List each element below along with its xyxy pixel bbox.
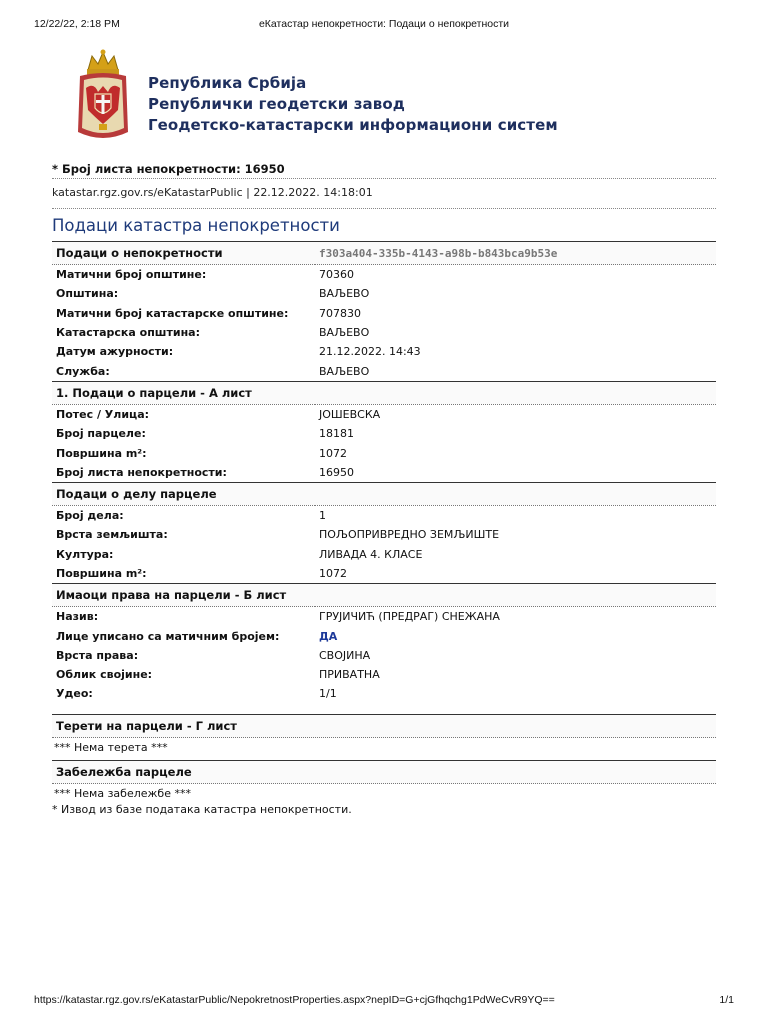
row-label: Површина m²: (56, 567, 147, 580)
table-row (52, 404, 716, 424)
property-table (52, 241, 716, 704)
page-count: 1/1 (719, 994, 734, 1006)
burdens-section (52, 714, 716, 754)
table-row (52, 265, 716, 285)
table-row (52, 342, 716, 361)
table-row (52, 607, 716, 627)
row-value: ПРИВАТНА (319, 668, 380, 682)
property-id: f303a404-335b-4143-a98b-b843bca9b53e (315, 242, 716, 265)
row-label: Култура: (56, 547, 114, 561)
owners-header: Имаоци права на парцели - Б лист (52, 584, 716, 607)
property-header-row (52, 242, 716, 265)
table-row (52, 545, 716, 564)
sheet-number: * Број листа непокретности: 16950 (52, 162, 285, 176)
row-label: Општина: (56, 287, 119, 301)
owners-header-row (52, 584, 716, 607)
row-label: Облик својине: (56, 668, 153, 682)
row-value: 707830 (319, 306, 361, 320)
row-label: Назив: (56, 610, 99, 624)
row-label: Број дела: (56, 509, 124, 523)
registered-with-id-link[interactable]: ДА (319, 629, 338, 643)
table-row (52, 525, 716, 544)
notes-section (52, 760, 716, 800)
print-url: https://katastar.rgz.gov.rs/eKatastarPublic/NepokretnostProperties.aspx?nepID=G+cjGfhqchg1PdWeCvR9YQ== (34, 994, 555, 1006)
row-value: 1/1 (319, 687, 337, 701)
table-row (52, 323, 716, 342)
row-value: 70360 (319, 268, 354, 282)
notes-header: Забележба парцеле (52, 760, 716, 784)
table-row (52, 626, 716, 645)
brand-line-system: Геодетско-катастарски информациони систем (148, 116, 558, 134)
row-value: ПОЉОПРИВРЕДНО ЗЕМЉИШТЕ (319, 528, 500, 542)
divider (52, 178, 716, 179)
table-row (52, 684, 716, 703)
burdens-text: *** Нема терета *** (54, 741, 168, 754)
row-label: Матични број катастарске општине: (56, 306, 289, 320)
row-value: ВАЉЕВО (319, 326, 370, 340)
row-label: Површина m²: (56, 446, 147, 460)
row-value: ЛИВАДА 4. КЛАСЕ (319, 547, 423, 561)
table-row (52, 463, 716, 483)
row-label: Лице уписано са матичним бројем: (56, 629, 280, 643)
row-value: ГРУЈИЧИЋ (ПРЕДРАГ) СНЕЖАНА (319, 610, 500, 624)
table-row (52, 564, 716, 584)
divider (52, 208, 716, 209)
row-value: 1072 (319, 446, 347, 460)
row-label: Матични број општине: (56, 268, 207, 282)
parcel-part-header: Подаци о делу парцеле (52, 482, 716, 505)
row-value: 1072 (319, 567, 347, 580)
row-label: Врста права: (56, 648, 139, 662)
burdens-header: Терети на парцели - Г лист (52, 714, 716, 738)
parcel-header: 1. Подаци о парцели - А лист (52, 381, 716, 404)
table-row (52, 646, 716, 665)
source-line: katastar.rgz.gov.rs/eKatastarPublic | 22.12.2022. 14:18:01 (52, 186, 373, 199)
row-value: ВАЉЕВО (319, 287, 370, 301)
row-label: Врста земљишта: (56, 528, 168, 542)
row-label: Катастарска општина: (56, 326, 200, 340)
row-value: 1 (319, 509, 326, 523)
row-label: Потес / Улица: (56, 407, 150, 421)
table-row (52, 443, 716, 462)
row-value: 18181 (319, 427, 354, 441)
row-label: Удео: (56, 687, 93, 701)
parcel-part-header-row (52, 482, 716, 505)
table-row (52, 361, 716, 381)
serbia-coat-of-arms-icon (74, 48, 132, 144)
row-label: Број парцеле: (56, 427, 146, 441)
table-row (52, 424, 716, 443)
footnote: * Извод из базе података катастра непокретности. (52, 803, 352, 816)
brand-line-institute: Републички геодетски завод (148, 95, 405, 113)
brand-header (52, 48, 716, 148)
section-title: Подаци катастра непокретности (52, 216, 340, 235)
parcel-header-row (52, 381, 716, 404)
row-value: СВОЈИНА (319, 648, 371, 662)
table-row (52, 284, 716, 303)
page-content (52, 48, 716, 816)
print-footer (34, 994, 734, 1008)
row-label: Датум ажурности: (56, 345, 174, 359)
print-header (34, 18, 734, 32)
notes-text: *** Нема забележбе *** (54, 787, 191, 800)
table-row (52, 304, 716, 323)
table-row (52, 665, 716, 684)
row-value: 16950 (319, 465, 354, 479)
row-label: Служба: (56, 364, 110, 378)
brand-line-republic: Република Србија (148, 74, 307, 92)
property-header: Подаци о непокретности (52, 242, 315, 265)
print-document-title: еКатастар непокретности: Подаци о непокретности (258, 18, 510, 30)
table-row (52, 505, 716, 525)
row-value: 21.12.2022. 14:43 (319, 345, 421, 359)
print-datetime: 12/22/22, 2:18 PM (34, 18, 120, 30)
row-label: Број листа непокретности: (56, 465, 227, 479)
row-value: ВАЉЕВО (319, 364, 370, 378)
row-value: ЈОШЕВСКА (319, 407, 381, 421)
